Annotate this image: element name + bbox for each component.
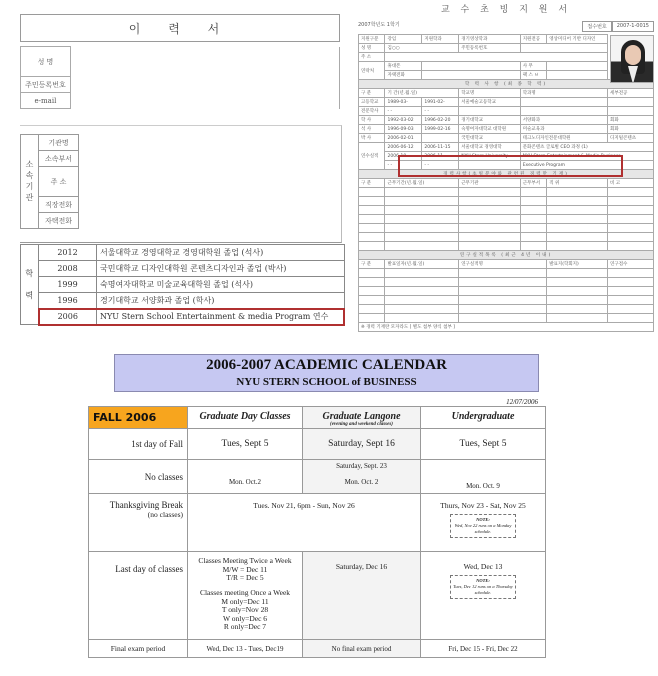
cell: 휴대폰 xyxy=(385,62,422,71)
cell: 지원전공 xyxy=(520,35,546,44)
cell-line: Thurs, Nov 23 - Sat, Nov 25 xyxy=(440,501,526,510)
cell: - - xyxy=(422,161,459,170)
education-desc: NYU Stern School Entertainment & media Program 연수 xyxy=(97,309,345,325)
cell: Executive Program xyxy=(520,161,653,170)
cell xyxy=(547,314,608,323)
header-cell: 구 분 xyxy=(359,260,385,269)
header-cell: 학교명 xyxy=(459,89,521,98)
cell xyxy=(608,305,654,314)
header-cell: 비 고 xyxy=(608,179,654,188)
cell: 회화 xyxy=(608,125,654,134)
cell xyxy=(547,215,608,224)
cell xyxy=(459,242,521,251)
research-section-header: 연구실적목록 (최근 4년 이내) xyxy=(359,251,654,260)
cell xyxy=(547,296,608,305)
department-label: 소속부서 xyxy=(39,151,79,167)
cell: Wed, Dec 13 - Tues, Dec19 xyxy=(188,640,303,658)
cell xyxy=(547,233,608,242)
cell: 석 사 xyxy=(359,125,385,134)
cell xyxy=(547,287,608,296)
cell xyxy=(608,197,654,206)
calendar-row xyxy=(89,552,546,640)
cell-line: Saturday, Sept. 23 xyxy=(336,462,387,470)
form-title: 교 수 초 빙 지 원 서 xyxy=(440,5,572,15)
cell: 서울예술고등학교 xyxy=(459,98,521,107)
cell-line: M only=Dec 11 xyxy=(221,596,269,606)
cell: NYU Stern Entertainment & Media Business xyxy=(520,152,653,161)
highlight-box xyxy=(398,155,623,177)
header-cell: 근무부서 xyxy=(520,179,546,188)
name-label: 성 명 xyxy=(21,47,71,77)
cell xyxy=(385,188,459,197)
cell xyxy=(520,206,546,215)
cell xyxy=(520,242,546,251)
cell xyxy=(385,296,459,305)
cell xyxy=(520,233,546,242)
cell xyxy=(547,206,608,215)
cell xyxy=(459,206,521,215)
cell xyxy=(359,206,385,215)
note-box: NOTE: Wed, Nov 22 runs on a Monday schedule. xyxy=(450,514,516,538)
calendar-banner xyxy=(114,354,539,392)
header-cell: 구 분 xyxy=(359,179,385,188)
cell-line: Mon. Oct. 2 xyxy=(344,478,379,486)
header-cell: 직 위 xyxy=(547,179,608,188)
cell xyxy=(385,197,459,206)
cell xyxy=(385,53,608,62)
resident-number-label: 주민등록번호 xyxy=(21,77,71,93)
education-row-highlighted xyxy=(21,309,345,325)
cell xyxy=(359,314,385,323)
education-side-label: 학력 xyxy=(21,245,39,325)
cell xyxy=(608,233,654,242)
cell: 2006-10- xyxy=(385,152,422,161)
education-year: 2006 xyxy=(39,309,97,325)
cell-line: Wed, Dec 13 xyxy=(463,562,503,571)
cell xyxy=(385,224,459,233)
cell: 국민대학교 xyxy=(459,134,521,143)
cell xyxy=(520,224,546,233)
org-name-label: 기관명 xyxy=(39,135,79,151)
education-desc: 서울대학교 경영대학교 경영대학원 졸업 (석사) xyxy=(97,245,345,261)
header-cell: 근무기간(년.월.일) xyxy=(385,179,459,188)
work-phone-label: 직장전화 xyxy=(39,197,79,213)
affiliation-table xyxy=(20,134,79,229)
cell: Saturday, Dec 16 xyxy=(303,552,421,640)
calendar-date: 12/07/2006 xyxy=(506,398,538,406)
cell: 경기영상학과 xyxy=(459,35,521,44)
calendar-title: 2006-2007 ACADEMIC CALENDAR xyxy=(206,357,447,373)
cell: No final exam period xyxy=(303,640,421,658)
cell xyxy=(385,314,459,323)
cell xyxy=(385,269,459,278)
education-row xyxy=(21,261,345,277)
col-header-grad-day: Graduate Day Classes xyxy=(188,407,303,429)
education-desc: 국민대학교 디자인대학원 콘텐츠디자인과 졸업 (박사) xyxy=(97,261,345,277)
row-label: Thanksgiving Break (no classes) xyxy=(89,494,188,552)
cell xyxy=(547,188,608,197)
header-cell: 학과명 xyxy=(520,89,607,98)
cell: - - xyxy=(385,107,422,116)
cell: 1996-09-03 xyxy=(385,125,422,134)
cell xyxy=(359,296,385,305)
cell-line: Classes Meeting Twice a Week xyxy=(198,556,292,565)
education-row xyxy=(21,245,345,261)
cell xyxy=(459,188,521,197)
row-label: 1st day of Fall xyxy=(89,429,188,460)
cell: Tues, Sept 5 xyxy=(421,429,546,460)
cell: 회화 xyxy=(608,116,654,125)
cell xyxy=(359,215,385,224)
cell: 지원학과 xyxy=(422,35,459,44)
header-cell: 세부전공 xyxy=(608,89,654,98)
cell: 영상미디어 기반 디자인 xyxy=(547,35,608,44)
cell xyxy=(359,269,385,278)
cell: Tues, Sept 5 xyxy=(188,429,303,460)
education-row xyxy=(21,277,345,293)
cell: Tues. Nov 21, 6pm - Sun, Nov 26 xyxy=(188,494,421,552)
cell xyxy=(608,215,654,224)
cell xyxy=(188,552,303,640)
cell-line: T only=Nov 28 xyxy=(221,605,269,615)
cell xyxy=(385,242,459,251)
cell-line: W only=Dec 6 xyxy=(222,613,268,623)
resume-document xyxy=(20,14,340,109)
cell xyxy=(608,269,654,278)
cell: 강임 xyxy=(385,35,422,44)
cell xyxy=(608,206,654,215)
cell xyxy=(608,296,654,305)
cell xyxy=(547,71,608,80)
cell-line: R only=Dec 7 xyxy=(223,622,267,632)
cell xyxy=(459,305,547,314)
cell xyxy=(385,206,459,215)
cell: 주 소 xyxy=(359,53,385,62)
cell-line: Classes meeting Once a Week xyxy=(199,587,291,597)
education-year: 1996 xyxy=(39,293,97,309)
col-header-undergrad: Undergraduate xyxy=(421,407,546,429)
calendar-table xyxy=(88,406,546,658)
cell: 숙명여자대학교 대학원 xyxy=(459,125,521,134)
cell: 고등학교 xyxy=(359,98,385,107)
cell: Mon. Oct. 9 xyxy=(421,460,546,494)
cell xyxy=(359,188,385,197)
cell xyxy=(608,224,654,233)
cell xyxy=(608,287,654,296)
cell xyxy=(385,287,459,296)
cell xyxy=(422,62,520,71)
cell xyxy=(459,233,521,242)
cell: Saturday, Sept 16 xyxy=(303,429,421,460)
cell xyxy=(359,305,385,314)
applicant-photo xyxy=(610,35,654,83)
cell xyxy=(459,314,547,323)
row-label: Final exam period xyxy=(89,640,188,658)
cell: 지원구분 xyxy=(359,35,385,44)
cell xyxy=(422,71,520,80)
cell xyxy=(422,134,459,143)
form-footer: ※ 경력 기재란 모자라도 [ 별도 첨부 양식 첨부 ] xyxy=(359,323,654,332)
cell: 서울대학교 경영대학 xyxy=(459,143,521,152)
cell xyxy=(459,287,547,296)
cell: - - xyxy=(385,161,422,170)
row-label: Last day of classes xyxy=(89,552,188,640)
cell: 2006-06-12 xyxy=(385,143,422,152)
cell: 자택전화 xyxy=(385,71,422,80)
cell: 서양화과 xyxy=(520,116,607,125)
cell: - - xyxy=(422,107,459,116)
cell xyxy=(459,215,521,224)
header-cell: 연구점수 xyxy=(608,260,654,269)
cell: 연수실적 xyxy=(359,143,385,170)
calendar-row xyxy=(89,640,546,658)
cell xyxy=(459,224,521,233)
cell: 2006-11-15 xyxy=(422,143,459,152)
row-label: No classes xyxy=(89,460,188,494)
cell xyxy=(359,278,385,287)
resident-number-value xyxy=(70,77,339,93)
cell xyxy=(547,197,608,206)
cell: 1991-02- xyxy=(422,98,459,107)
header-cell: 발표일자(년.월.일) xyxy=(385,260,459,269)
cell xyxy=(520,197,546,206)
cell xyxy=(359,233,385,242)
calendar-row xyxy=(89,494,546,552)
cell xyxy=(608,242,654,251)
term-label: FALL 2006 xyxy=(89,407,188,429)
header-cell: 기 간(년.월.일) xyxy=(385,89,459,98)
cell: 2006-02-01 xyxy=(385,134,422,143)
cell xyxy=(459,197,521,206)
cell xyxy=(547,62,608,71)
resume-title: 이 력 서 xyxy=(20,14,340,42)
personal-info-table xyxy=(20,46,340,109)
cell: 사 무 xyxy=(520,62,546,71)
cell xyxy=(520,98,607,107)
cell: 2006-11- xyxy=(422,152,459,161)
cell: 문화콘텐츠 글로벌 CEO 과정 (1) xyxy=(520,143,653,152)
affiliation-side-label: 소속기관 xyxy=(21,135,39,229)
education-section-header: 학 력 사 항 (최 종 학 력) xyxy=(359,80,654,89)
education-desc: 숙명여자대학교 미술교육대학원 졸업 (석사) xyxy=(97,277,345,293)
cell: 성 명 xyxy=(359,44,385,53)
home-phone-label: 자택전화 xyxy=(39,213,79,229)
header-cell: 연구실적명 xyxy=(459,260,547,269)
cell: NYU Stern University xyxy=(459,152,521,161)
education-year: 2012 xyxy=(39,245,97,261)
cell: 1989-03- xyxy=(385,98,422,107)
cell xyxy=(385,215,459,224)
cell: Fri, Dec 15 - Fri, Dec 22 xyxy=(421,640,546,658)
cell: 1992-03-02 xyxy=(385,116,422,125)
career-section-header: 경력사항(초빙분야와 관련된 경력만 기재) xyxy=(359,170,654,179)
cell xyxy=(459,269,547,278)
education-year: 1999 xyxy=(39,277,97,293)
name-value xyxy=(70,47,339,77)
note-box: NOTE: Tues, Dec 12 runs on a Thursday schedule. xyxy=(450,575,516,599)
cell xyxy=(459,296,547,305)
header-cell: 근무기관 xyxy=(459,179,521,188)
cell xyxy=(385,233,459,242)
cell xyxy=(547,269,608,278)
cell-line: T/R = Dec 5 xyxy=(226,573,264,583)
calendar-row xyxy=(89,429,546,460)
calendar-row xyxy=(89,460,546,494)
receipt-label: 접수번호 xyxy=(582,21,611,32)
cell: 디지털콘텐츠 xyxy=(608,134,654,143)
cell: 1996-02-20 xyxy=(422,116,459,125)
cell xyxy=(608,278,654,287)
cell: 박 사 xyxy=(359,134,385,143)
form-term: 2007학년도 1학기 xyxy=(358,22,400,28)
cell xyxy=(608,314,654,323)
cell xyxy=(608,188,654,197)
cell xyxy=(520,188,546,197)
cell xyxy=(608,98,654,107)
col-header-langone: Graduate Langone (evening and weekend classes) xyxy=(303,407,421,429)
receipt-number: 2007-1-0015 xyxy=(612,21,654,32)
cell-line: M/W = Dec 11 xyxy=(222,564,268,574)
header-cell: 구 분 xyxy=(359,89,385,98)
header-cell: 발표지(학회지) xyxy=(547,260,608,269)
cell xyxy=(303,460,421,494)
cell xyxy=(385,278,459,287)
cell: 전문학사 xyxy=(359,107,385,116)
cell xyxy=(421,494,546,552)
cell xyxy=(547,224,608,233)
cell xyxy=(359,197,385,206)
cell: 주민등록번호 xyxy=(459,44,521,53)
email-value xyxy=(70,93,339,109)
cell xyxy=(459,107,521,116)
education-row xyxy=(21,293,345,309)
education-desc: 경기대학교 서양화과 졸업 (학사) xyxy=(97,293,345,309)
cell: 연락처 xyxy=(359,62,385,80)
cell: Mon. Oct.2 xyxy=(188,460,303,494)
cell xyxy=(547,278,608,287)
cell xyxy=(520,215,546,224)
cell xyxy=(459,278,547,287)
education-year: 2008 xyxy=(39,261,97,277)
cell: 1999-02-16 xyxy=(422,125,459,134)
cell xyxy=(608,107,654,116)
cell xyxy=(547,305,608,314)
email-label: e-mail xyxy=(21,93,71,109)
education-table xyxy=(20,244,345,326)
cell: 테크노디자인전문대학원 xyxy=(520,134,607,143)
cell xyxy=(520,44,607,53)
cell xyxy=(520,107,607,116)
cell: 경기대학교 xyxy=(459,116,521,125)
cell xyxy=(359,287,385,296)
cell xyxy=(385,305,459,314)
cell: 팩 스 ㅂ xyxy=(520,71,546,80)
cell: 김○○ xyxy=(385,44,459,53)
cell xyxy=(547,242,608,251)
cell xyxy=(421,552,546,640)
calendar-subtitle: NYU STERN SCHOOL of BUSINESS xyxy=(236,376,417,388)
cell: 미술교육과 xyxy=(520,125,607,134)
cell xyxy=(359,224,385,233)
address-label: 주 소 xyxy=(39,167,79,197)
cell: 학 사 xyxy=(359,116,385,125)
cell xyxy=(359,242,385,251)
